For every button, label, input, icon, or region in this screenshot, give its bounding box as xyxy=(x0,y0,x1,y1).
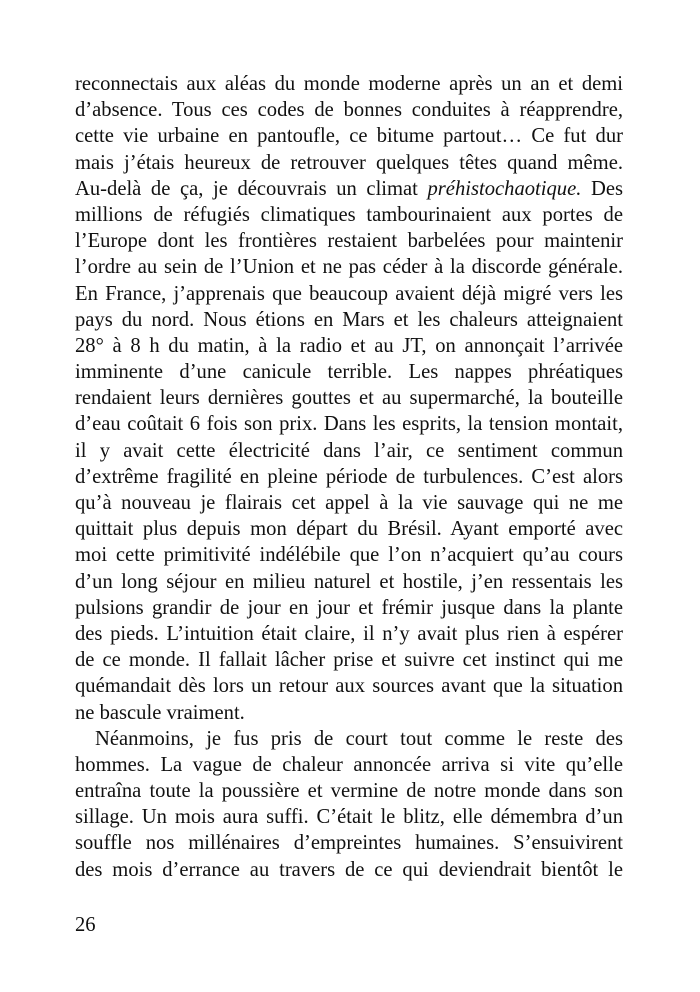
text-line: ne bascule vraiment. xyxy=(75,701,245,724)
text-line: quittait plus depuis mon départ du Brésil. Ayant emporté avec xyxy=(75,518,623,541)
text-line: En France, j’apprenais que beaucoup avaient déjà migré vers les xyxy=(75,282,623,305)
text-line: mais j’étais heureux de retrouver quelques têtes quand même. xyxy=(75,151,623,174)
paragraph-1 xyxy=(75,71,623,726)
text-line: moi cette primitivité indélébile que l’on n’acquiert qu’au cours xyxy=(75,544,623,567)
text-line: d’eau coûtait 6 fois son prix. Dans les esprits, la tension montait, xyxy=(75,413,623,436)
text-line: d’absence. Tous ces codes de bonnes conduites à réapprendre, xyxy=(75,99,623,122)
text-line: des mois d’errance au travers de ce qui deviendrait bientôt le xyxy=(75,858,623,881)
text-line: rendaient leurs dernières gouttes et au supermarché, la bouteille xyxy=(75,387,623,410)
text-line: l’Europe dont les frontières restaient barbelées pour maintenir xyxy=(75,230,623,253)
text-line: 28° à 8 h du matin, à la radio et au JT, on annonçait l’arrivée xyxy=(75,334,623,357)
text-line: imminente d’une canicule terrible. Les nappes phréatiques xyxy=(75,361,623,384)
text-line: entraîna toute la poussière et vermine de notre monde dans son xyxy=(75,780,623,803)
paragraph-2 xyxy=(75,726,623,883)
page-number: 26 xyxy=(75,914,96,936)
text-line: cette vie urbaine en pantoufle, ce bitume partout… Ce fut dur xyxy=(75,125,623,148)
text-line: il y avait cette électricité dans l’air, ce sentiment commun xyxy=(75,439,623,462)
text-segment: Au-delà de ça, je découvrais un climat xyxy=(75,177,428,200)
text-line: l’ordre au sein de l’Union et ne pas céder à la discorde générale. xyxy=(75,256,623,279)
text-line: d’un long séjour en milieu naturel et hostile, j’en ressentais les xyxy=(75,570,623,593)
text-line: reconnectais aux aléas du monde moderne après un an et demi xyxy=(75,73,623,95)
text-line: quémandait dès lors un retour aux sources avant que la situation xyxy=(75,675,623,698)
text-line xyxy=(75,176,623,202)
text-segment: Des xyxy=(581,177,623,200)
text-line: pulsions grandir de jour en jour et frémir jusque dans la plante xyxy=(75,596,623,619)
text-line: Néanmoins, je fus pris de court tout comme le reste des xyxy=(95,727,623,750)
text-line: sillage. Un mois aura suffi. C’était le blitz, elle démembra d’un xyxy=(75,806,623,829)
italic-word: préhistochaotique. xyxy=(427,177,582,200)
text-line: millions de réfugiés climatiques tambourinaient aux portes de xyxy=(75,203,623,226)
text-line: qu’à nouveau je flairais cet appel à la vie sauvage qui ne me xyxy=(75,492,623,514)
text-line: hommes. La vague de chaleur annoncée arriva si vite qu’elle xyxy=(75,753,623,776)
text-line: souffle nos millénaires d’empreintes humaines. S’ensuivirent xyxy=(75,832,623,855)
text-line: de ce monde. Il fallait lâcher prise et suivre cet instinct qui me xyxy=(75,649,623,672)
text-line: des pieds. L’intuition était claire, il n’y avait plus rien à espérer xyxy=(75,622,623,645)
text-line: pays du nord. Nous étions en Mars et les chaleurs atteignaient xyxy=(75,308,623,331)
body-text xyxy=(75,71,623,883)
text-line: d’extrême fragilité en pleine période de turbulences. C’est alors xyxy=(75,465,623,488)
